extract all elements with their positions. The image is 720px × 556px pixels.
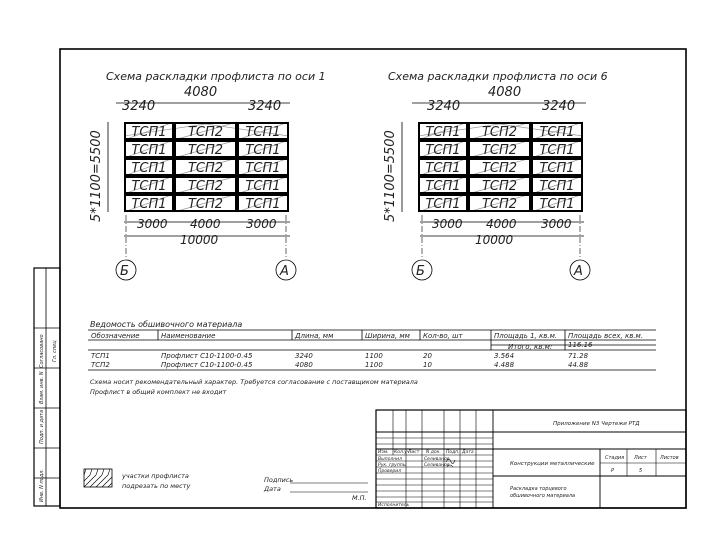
stamp-col-data: Дата [462,450,474,455]
stamp-col-list: Лист [408,450,420,455]
statement-header: Длина, мм [295,332,334,340]
sign-mp: М.П. [352,494,367,502]
stamp-sheet-header: Лист [634,455,647,461]
stamp-role-ruk: Рук. группы [378,463,407,468]
statement-cell: 4.488 [494,361,515,369]
statement-cell: 10 [423,361,432,369]
stamp-col-izm: Изм. [378,450,389,455]
bottom-dim-3: 3000 [246,217,277,231]
stamp-stage-header: Стадия [605,455,625,461]
legend [84,469,191,490]
title-block [376,410,686,508]
panel-label: ТСП2 [187,161,224,176]
panel-label: ТСП1 [539,179,575,194]
stamp-col-ndok: N док. [426,450,441,455]
statement-cell: 20 [423,352,432,360]
statement-cell: 44.88 [568,361,589,369]
statement-header: Ширина, мм [365,332,410,340]
top-dim-3: 3240 [542,99,576,114]
statement-header: Площадь 1, кв.м. [494,332,558,340]
stamp-sheet-name-line: Раскладка торцевого [510,486,567,492]
statement-cell: Профлист С10-1100-0.45 [161,361,253,369]
statement-cell: 4080 [295,361,313,369]
statement-cell: ТСП1 [91,352,110,360]
axis-right: А [280,264,289,279]
strip-vzam: Взам. инв. N [39,371,45,404]
panel-label: ТСП1 [425,143,461,158]
statement-cell: 3.564 [494,352,515,360]
stamp-doc-title: Приложение N3 Чертежи РТД [553,421,640,427]
panel-label: ТСП1 [539,143,575,158]
bottom-dim-2: 4000 [190,217,221,231]
panel-label: ТСП1 [245,125,281,140]
scheme-axis-1 [89,70,326,280]
axis-right: А [574,264,583,279]
panel-label: ТСП1 [131,197,167,212]
statement-cell: 1100 [365,352,383,360]
strip-soglasovano: Согласовано [39,334,45,368]
stamp-executor: Исполнитель [378,503,410,508]
panel-label: ТСП1 [131,125,167,140]
sheet-grid [124,122,289,212]
stamp-sheet-name-line: обшивочного материала [510,493,576,499]
panel-label: ТСП2 [187,197,224,212]
bottom-dim-3: 3000 [541,217,572,231]
stamp-sheet-name [510,486,575,499]
bottom-dim-1: 3000 [137,217,168,231]
strip-podp: Подп. и дата [39,409,45,444]
left-strip [34,268,60,506]
stamp-role-vypolnil: Выполнил [378,457,402,462]
stamp-name-1: Селиванов [424,457,450,462]
total-dim: 10000 [475,233,514,247]
panel-label: ТСП1 [425,125,461,140]
scheme-title: Схема раскладки профлиста по оси 1 [106,70,326,83]
top-dim-1: 3240 [427,99,461,114]
legend-line-2: подрезать по месту [122,482,191,490]
panel-label: ТСП1 [245,197,281,212]
bottom-dim-1: 3000 [432,217,463,231]
strip-gl-spec: Гл. спец [52,340,58,362]
statement-header: Площадь всех, кв.м. [568,332,644,340]
statement-cell: 71.28 [568,352,589,360]
panel-label: ТСП1 [539,161,575,176]
scheme-axis-6 [383,70,608,280]
panel-label: ТСП1 [539,197,575,212]
panel-label: ТСП2 [481,161,518,176]
height-dim: 5*1100=5500 [89,130,104,222]
panel-label: ТСП1 [131,161,167,176]
material-statement [88,320,656,370]
note-1: Схема носит рекомендательный характер. Требуется согласование с поставщиком материала [90,378,418,386]
signature-block [263,476,368,502]
panel-label: ТСП2 [187,125,224,140]
statement-total-label: Итого, кв.м: [508,343,553,351]
sheet-frame [60,49,686,508]
statement-cell: 1100 [365,361,383,369]
note-2: Профлист в общий комплект не входит [90,388,227,396]
statement-title: Ведомость обшивочного материала [90,320,243,329]
stamp-role-proveril: Проверил [378,469,402,474]
panel-label: ТСП1 [425,197,461,212]
panel-label: ТСП2 [481,125,518,140]
top-dim-2: 4080 [184,85,218,100]
panel-label: ТСП2 [187,143,224,158]
stamp-name-2: Селиванов [424,463,450,468]
panel-label: ТСП2 [481,197,518,212]
statement-total-value: 116.16 [568,341,593,349]
statement-header: Обозначение [91,332,140,340]
panel-label: ТСП1 [131,143,167,158]
panel-label: ТСП1 [425,161,461,176]
axis-left: Б [416,264,425,279]
panel-label: ТСП2 [187,179,224,194]
statement-cell: Профлист С10-1100-0.45 [161,352,253,360]
top-dim-2: 4080 [488,85,522,100]
stamp-section: Конструкции металлические [510,461,595,467]
statement-cell: ТСП2 [91,361,110,369]
sheet-grid [418,122,583,212]
stamp-sheet-value: 5 [639,468,643,474]
stamp-col-koluch: Кол.уч. [394,450,412,455]
panel-label: ТСП2 [481,179,518,194]
panel-label: ТСП1 [245,179,281,194]
stamp-stage-value: Р [611,468,615,474]
scheme-title: Схема раскладки профлиста по оси 6 [388,70,608,83]
statement-header: Кол-во, шт [423,332,463,340]
panel-label: ТСП1 [245,143,281,158]
height-dim: 5*1100=5500 [383,130,398,222]
sign-data: Дата [264,485,281,493]
total-dim: 10000 [180,233,219,247]
strip-inv: Инв. N подл. [39,468,45,502]
panel-label: ТСП1 [539,125,575,140]
top-dim-3: 3240 [248,99,282,114]
panel-label: ТСП2 [481,143,518,158]
panel-label: ТСП1 [425,179,461,194]
statement-cell: 3240 [295,352,313,360]
legend-line-1: участки профлиста [122,472,189,480]
sign-podpis: Подпись [264,476,294,484]
panel-label: ТСП1 [131,179,167,194]
axis-left: Б [120,264,129,279]
stamp-col-podp: Подп. [446,450,460,455]
panel-label: ТСП1 [245,161,281,176]
stamp-sheets-header: Листов [660,455,679,461]
top-dim-1: 3240 [122,99,156,114]
statement-header: Наименование [161,332,216,340]
bottom-dim-2: 4000 [486,217,517,231]
